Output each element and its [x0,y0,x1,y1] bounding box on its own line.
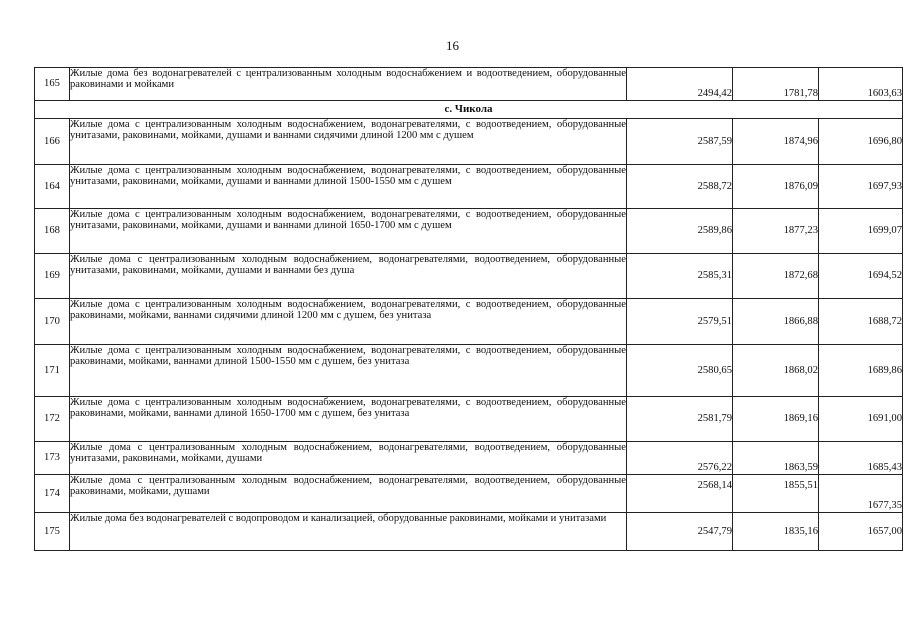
row-number: 168 [35,209,70,254]
value-cell: 2568,14 [627,475,733,513]
value-cell: 1855,51 [733,475,819,513]
table-row [35,475,903,513]
value-cell: 1699,07 [819,209,903,254]
value-cell: 1874,96 [733,119,819,165]
table-row [35,397,903,442]
value-cell: 1689,86 [819,345,903,397]
row-description: Жилые дома с централизованным холодным водоснабжением, водонагревателями, с водоотведением, оборудованные унитазами, раковинами, мойками, душами и ваннами длиной 1650-1700 мм с душем [70,209,627,254]
row-number: 171 [35,345,70,397]
row-description: Жилые дома с централизованным холодным водоснабжением, водонагревателями, водоотведением, оборудованные унитазами, раковинами, мойками, душами и ваннами без душа [70,254,627,299]
value-cell: 1868,02 [733,345,819,397]
value-cell: 2581,79 [627,397,733,442]
row-number: 175 [35,513,70,551]
value-cell: 1781,78 [733,68,819,101]
row-number: 174 [35,475,70,513]
value-cell: 2580,65 [627,345,733,397]
value-cell: 1688,72 [819,299,903,345]
table-row [35,119,903,165]
row-description: Жилые дома без водонагревателей с централизованным холодным водоснабжением и водоотведением, оборудованные раковинами и мойками [70,68,627,101]
tariff-table [34,67,903,551]
value-cell: 2585,31 [627,254,733,299]
row-description: Жилые дома без водонагревателей с водопроводом и канализацией, оборудованные раковинами, мойками и унитазами [70,513,627,551]
section-row [35,101,903,119]
row-number: 173 [35,442,70,475]
value-cell: 1697,93 [819,165,903,209]
value-cell: 2589,86 [627,209,733,254]
value-cell: 2576,22 [627,442,733,475]
page-number: 16 [446,38,459,53]
row-number: 170 [35,299,70,345]
table-row [35,68,903,101]
row-description: Жилые дома с централизованным холодным водоснабжением, водонагревателями, с водоотведением, оборудованные раковинами, мойками, ваннами длиной 1650-1700 мм с душем, без унитаза [70,397,627,442]
value-cell: 1685,43 [819,442,903,475]
value-cell: 1876,09 [733,165,819,209]
row-number: 166 [35,119,70,165]
section-title: с. Чикола [35,101,903,119]
table-row [35,209,903,254]
row-number: 164 [35,165,70,209]
value-cell: 2588,72 [627,165,733,209]
table-row [35,299,903,345]
value-cell: 1872,68 [733,254,819,299]
value-cell: 1603,63 [819,68,903,101]
row-number: 165 [35,68,70,101]
value-cell: 1691,00 [819,397,903,442]
row-description: Жилые дома с централизованным холодным водоснабжением, водонагревателями, водоотведением, оборудованные раковинами, мойками, душами [70,475,627,513]
table-row [35,513,903,551]
value-cell: 1677,35 [819,475,903,513]
value-cell: 1877,23 [733,209,819,254]
row-number: 172 [35,397,70,442]
table-row [35,165,903,209]
row-description: Жилые дома с централизованным холодным водоснабжением, водонагревателями, с водоотведением, оборудованные унитазами, раковинами, мойками, душами и ваннами сидячими длиной 1200 мм с душем [70,119,627,165]
value-cell: 2494,42 [627,68,733,101]
table-row [35,345,903,397]
table-row [35,442,903,475]
value-cell: 1835,16 [733,513,819,551]
value-cell: 1869,16 [733,397,819,442]
row-description: Жилые дома с централизованным холодным водоснабжением, водонагревателями, с водоотведением, оборудованные раковинами, мойками, ваннами длиной 1500-1550 мм с душем, без унитаза [70,345,627,397]
value-cell: 1696,80 [819,119,903,165]
table-row [35,254,903,299]
value-cell: 1866,88 [733,299,819,345]
row-number: 169 [35,254,70,299]
value-cell: 2547,79 [627,513,733,551]
value-cell: 1657,00 [819,513,903,551]
row-description: Жилые дома с централизованным холодным водоснабжением, водонагревателями, водоотведением, оборудованные унитазами, раковинами, мойками, душами [70,442,627,475]
value-cell: 1863,59 [733,442,819,475]
row-description: Жилые дома с централизованным холодным водоснабжением, водонагревателями, с водоотведением, оборудованные унитазами, раковинами, мойками, душами и ваннами длиной 1500-1550 мм с душем [70,165,627,209]
value-cell: 2587,59 [627,119,733,165]
row-description: Жилые дома с централизованным холодным водоснабжением, водонагревателями, с водоотведением, оборудованные раковинами, мойками, ваннами сидячими длиной 1200 мм с душем, без унитаза [70,299,627,345]
value-cell: 1694,52 [819,254,903,299]
value-cell: 2579,51 [627,299,733,345]
